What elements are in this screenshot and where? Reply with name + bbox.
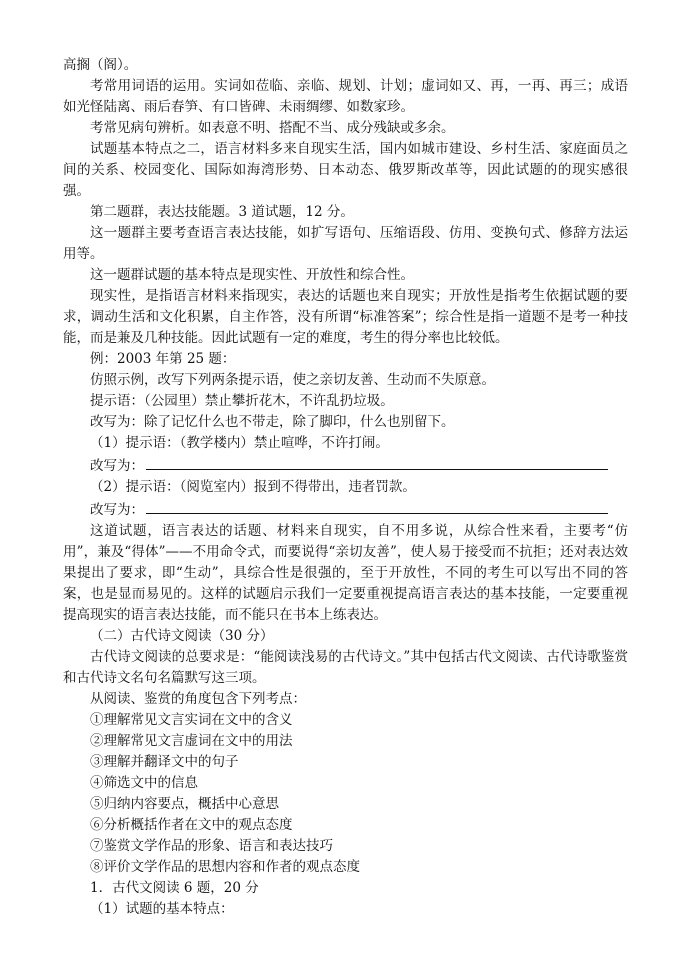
subsection-heading: 1．古代文阅读 6 题，20 分: [90, 880, 259, 896]
list-item: ⑤归纳内容要点，概括中心意思: [90, 796, 279, 812]
example-rewrite: 改写为：除了记忆什么也不带走，除了脚印，什么也别留下。: [90, 414, 455, 430]
question-2-answer-line: [146, 498, 608, 514]
paragraph-4: 试题基本特点之二，语言材料多来自现实生活，国内如城市建设、乡村生活、家庭面员之间的关系、校园变化、国际如海湾形势、日本动态、俄罗斯改革等，因此试题的的现实感很强。: [63, 141, 628, 199]
list-item: ②理解常见文言虚词在文中的用法: [90, 733, 293, 749]
analysis-paragraph: 这道试题，语言表达的话题、材料来自现实，自不用多说，从综合性来看，主要考“仿用”，兼及“得体”——不用命令式，而要说得“亲切友善”，使人易于接受而不抗拒；还对表达效果提出了要求，即“生动”，具综合性是很强的，至于开放性，不同的考生可以写出不同的答案，也是显而易见的。这样的试题启示我们一定要重视提高语言表达的基本技能，一定要重视提高现实的语言表达技能，而不能只在书本上练表达。: [63, 523, 628, 623]
paragraph-1: 高搁（阁）。: [63, 57, 138, 73]
paragraph-19: 古代诗文阅读的总要求是：“能阅读浅易的古代诗文。”其中包括古代文阅读、古代诗歌鉴赏和古代诗文名句名篇默写这三项。: [63, 649, 628, 686]
question-1-answer-label: 改写为：: [90, 458, 144, 474]
list-item: ⑦鉴赏文学作品的形象、语言和表达技巧: [90, 838, 333, 854]
paragraph-6: 这一题群主要考查语言表达技能，如扩写语句、压缩语段、仿用、变换句式、修辞方法运用等。: [63, 225, 628, 262]
list-item: ④筛选文中的信息: [90, 775, 198, 791]
question-2-prompt: （2）提示语：（阅览室内）报到不得带出，违者罚款。: [90, 479, 416, 495]
subsection-subheading: （1）试题的基本特点：: [90, 901, 234, 917]
list-item: ⑧评价文学作品的思想内容和作者的观点态度: [90, 859, 360, 875]
list-item: ①理解常见文言实词在文中的含义: [90, 712, 293, 728]
paragraph-7: 这一题群试题的基本特点是现实性、开放性和综合性。: [90, 267, 414, 283]
paragraph-3: 考常见病句辨析。如表意不明、搭配不当、成分残缺或多余。: [90, 120, 455, 136]
paragraph-8: 现实性，是指语言材料来指现实，表达的话题也来自现实；开放性是指考生依据试题的要求，调动生活和文化积累，自主作答，没有所谓“标准答案”；综合性是指一道题不是考一种技能，而是兼及几种技能。因此试题有一定的难度，考生的得分率也比较低。: [63, 288, 628, 346]
list-item: ③理解并翻译文中的句子: [90, 754, 239, 770]
paragraph-20: 从阅读、鉴赏的角度包含下列考点：: [90, 691, 306, 707]
list-item: ⑥分析概括作者在文中的观点态度: [90, 817, 293, 833]
section-heading-classical: （二）古代诗文阅读（30 分）: [90, 628, 274, 644]
question-1-answer-line: [146, 454, 608, 470]
question-2-answer-label: 改写为：: [90, 502, 144, 518]
document-page: [63, 55, 628, 920]
example-instruction: 仿照示例，改写下列两条提示语，使之亲切友善、生动而不失原意。: [90, 372, 495, 388]
question-2-answer-row: [90, 498, 628, 521]
paragraph-2: 考常用词语的运用。实词如莅临、亲临、规划、计划；虚词如又、再，一再、再三；成语如光怪陆离、雨后春笋、有口皆碑、未雨绸缪、如数家珍。: [63, 78, 628, 115]
section-heading-expression: 第二题群，表达技能题。3 道试题，12 分。: [90, 204, 354, 220]
example-prompt: 提示语：（公园里）禁止攀折花木，不许乱扔垃圾。: [90, 393, 394, 409]
example-heading: 例：2003 年第 25 题：: [90, 351, 236, 367]
question-1-answer-row: [90, 454, 628, 477]
question-1-prompt: （1）提示语：（教学楼内）禁止喧哗，不许打闹。: [90, 435, 389, 451]
